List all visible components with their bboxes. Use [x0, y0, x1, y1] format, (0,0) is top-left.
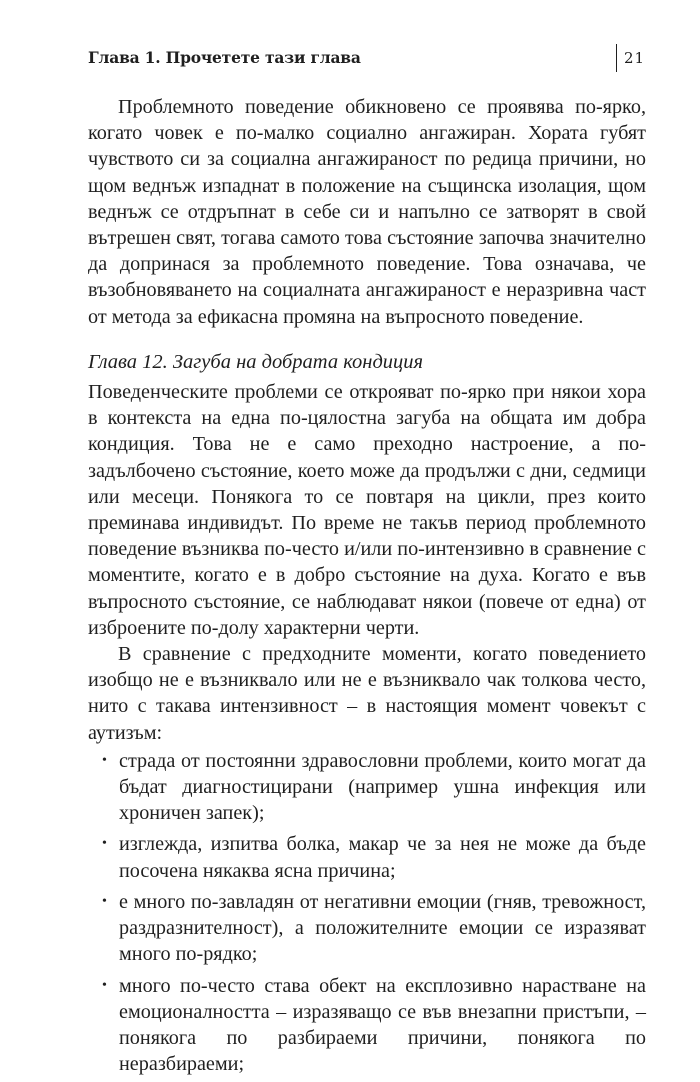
- list-item: [88, 973, 646, 1078]
- symptom-list: [88, 748, 646, 1077]
- section-paragraph-1: Поведенческите проблеми се открояват по-ярко при някои хора в контекста на една по-цялостна загуба на общата им добра кондиция. Това не е само преходно настроение, а по-задълбочено състояние, което може да продължи с дни, седмици или месеци. Понякога то се повтаря на цикли, през които преминава индивидът. По време не такъв период проблемното поведение възниква по-често и/или по-интензивно в сравнение с моментите, когато е в добро състояние на духа. Когато е във въпросното състояние, се наблюдават някои (повече от една) от изброените по-долу характерни черти.: [88, 381, 646, 639]
- bullet-icon: •: [102, 752, 107, 768]
- list-item-text: страда от постоянни здравословни проблеми, които могат да бъдат диагностицирани (например ушна инфекция или хроничен запек);: [119, 749, 646, 825]
- list-item: [88, 889, 646, 968]
- running-header: [88, 44, 644, 74]
- page-body: [88, 94, 646, 1082]
- page-number: 21: [624, 49, 646, 67]
- running-title: Глава 1. Прочетете тази глава: [88, 48, 361, 67]
- intro-paragraph: Проблемното поведение обикновено се проявява по-ярко, когато човек е по-малко социално ангажиран. Хората губят чувството си за социална ангажираност по редица причини, но щом веднъж изпаднат в положение на същинска изолация, щом веднъж се отдръпнат в себе си и напълно се затворят в свой вътрешен свят, тогава самото това състояние започва значително да допринася за проблемното поведение. Това означава, че възобновяването на социалната ангажираност е неразривна част от метода за ефикасна промяна на въпросното поведение.: [88, 96, 646, 328]
- list-item-text: много по-често става обект на експлозивно нарастване на емоционалността – изразяващо се във внезапни пристъпи, – понякога по разбираеми причини, понякога по неразбираеми;: [119, 974, 646, 1076]
- bullet-icon: •: [102, 836, 107, 852]
- bullet-icon: •: [102, 893, 107, 909]
- list-item-text: изглежда, изпитва болка, макар че за нея не може да бъде посочена някаква ясна причина;: [119, 833, 646, 882]
- header-divider: [616, 44, 617, 72]
- section-paragraph-2: В сравнение с предходните моменти, когато поведението изобщо не е възниквало или не е възниквало чак толкова често, нито с такава интензивност – в настоящия момент човекът с аутизъм:: [88, 643, 646, 744]
- list-item: [88, 831, 646, 883]
- bullet-icon: •: [102, 977, 107, 993]
- section-heading: Глава 12. Загуба на добрата кондиция: [88, 350, 424, 373]
- list-item: [88, 748, 646, 827]
- list-item-text: е много по-завладян от негативни емоции (гняв, тревожност, раздразнителност), а положителните емоции се изразяват много по-рядко;: [119, 890, 646, 966]
